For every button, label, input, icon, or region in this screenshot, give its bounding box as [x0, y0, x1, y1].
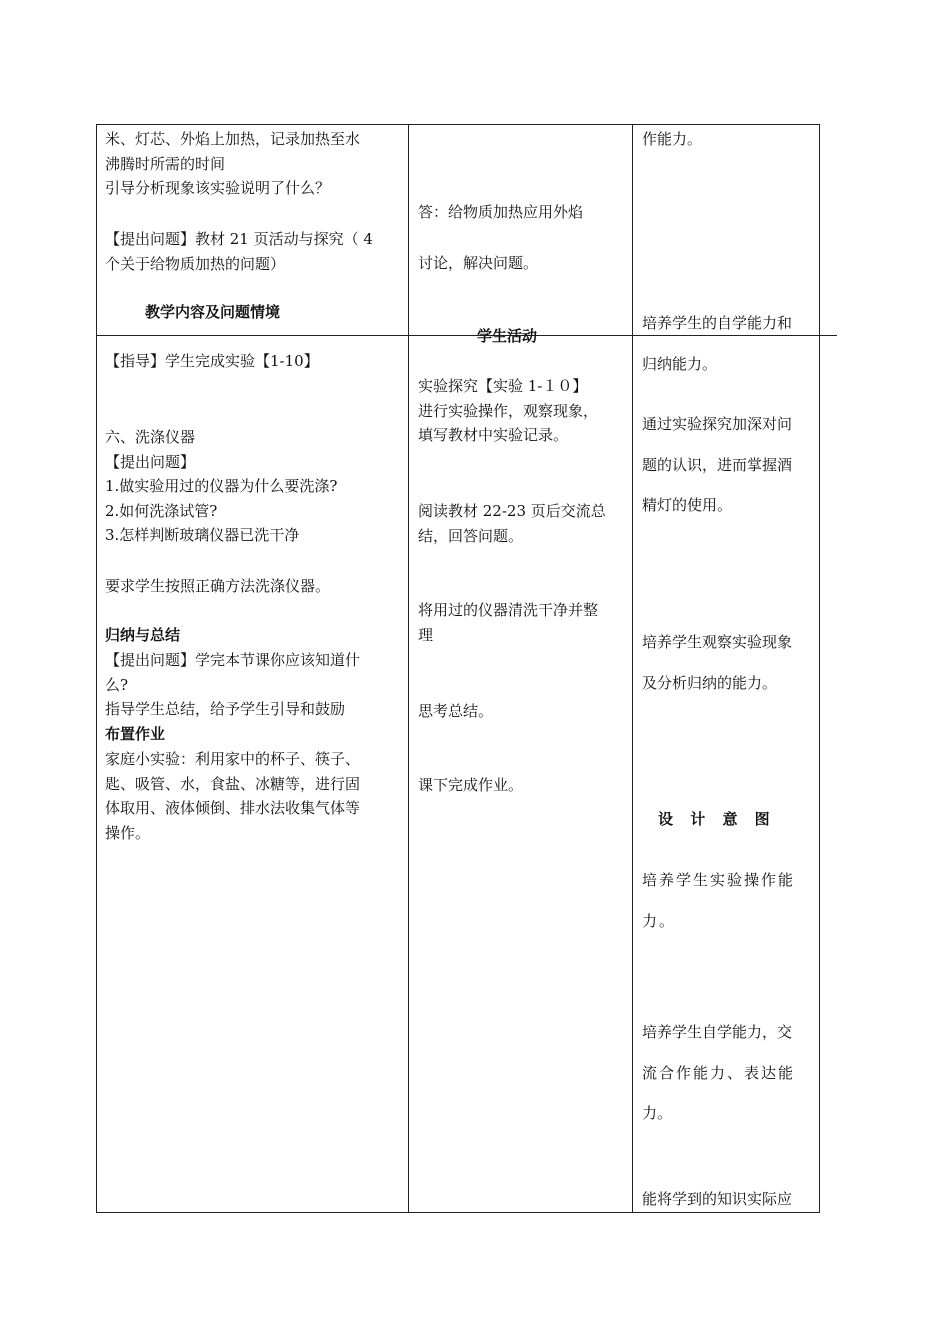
col1-paragraph-1: 米、灯芯、外焰上加热，记录加热至水 沸腾时所需的时间 引导分析现象该实验说明了什么？ — [105, 130, 361, 197]
col2-homework: 课下完成作业。 — [418, 776, 524, 794]
col2-header: 学生活动 — [477, 327, 538, 345]
col3-header: 设 计 意 图 — [658, 810, 776, 828]
col1-washing-section: 六、洗涤仪器 【提出问题】 1.做实验用过的仪器为什么要洗涤? 2.如何洗涤试管? 3.怎样判断玻璃仪器已洗干净 — [105, 428, 338, 544]
col2-discussion: 讨论，解决问题。 — [418, 254, 539, 272]
col2-cleaning: 将用过的仪器清洗干净并整 理 — [418, 601, 599, 644]
col3-note-7: 能将学到的知识实际应 — [642, 1190, 793, 1208]
col2-reading: 阅读教材 22-23 页后交流总 结，回答问题。 — [418, 502, 606, 545]
col1-summary-body: 【提出问题】学完本节课你应该知道什 么? 指导学生总结，给予学生引导和鼓励 — [105, 651, 361, 718]
col3-note-5: 培养学生实验操作能 力。 — [642, 871, 796, 930]
col1-homework-body: 家庭小实验：利用家中的杯子、筷子、 匙、吸管、水，食盐、冰糖等，进行固 体取用、液体倾倒、排水法收集气体等 操作。 — [105, 750, 361, 842]
col1-washing-requirement: 要求学生按照正确方法洗涤仪器。 — [105, 577, 331, 595]
col3-note-4: 培养学生观察实验现象 及分析归纳的能力。 — [642, 633, 793, 692]
col1-summary-title: 归纳与总结 — [105, 626, 181, 644]
col3-note-1: 作能力。 — [642, 130, 703, 148]
col2-reflection: 思考总结。 — [418, 702, 494, 720]
col1-homework-title: 布置作业 — [105, 725, 166, 743]
col2-experiment: 实验探究【实验 1-１０】 进行实验操作，观察现象， 填写教材中实验记录。 — [418, 377, 599, 444]
col1-guidance: 【指导】学生完成实验【1-10】 — [105, 352, 319, 370]
col3-note-6: 培养学生自学能力，交 流合作能力、表达能 力。 — [642, 1023, 796, 1122]
col2-answer: 答：给物质加热应用外焰 — [418, 203, 584, 221]
column-divider-2 — [632, 124, 633, 1213]
col1-paragraph-2: 【提出问题】教材 21 页活动与探究（ 4 个关于给物质加热的问题） — [105, 230, 373, 273]
col3-note-2: 培养学生的自学能力和 归纳能力。 — [642, 314, 793, 373]
col1-header: 教学内容及问题情境 — [145, 303, 281, 321]
column-divider-1 — [408, 124, 409, 1213]
col3-note-3: 通过实验探究加深对问 题的认识，进而掌握酒 精灯的使用。 — [642, 415, 793, 514]
